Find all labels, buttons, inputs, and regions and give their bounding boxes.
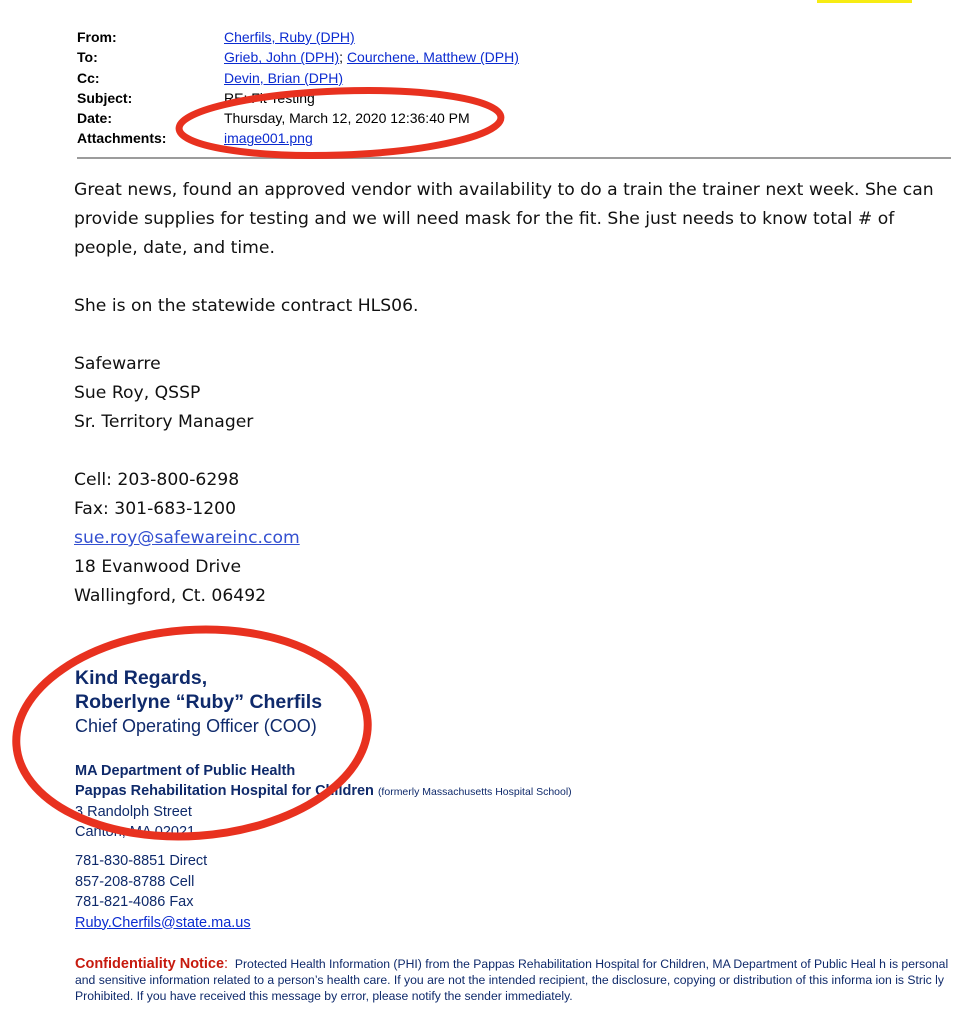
from-row [77,27,519,47]
vendor-email-link[interactable]: sue.roy@safewareinc.com [74,528,300,548]
notice-colon: : [224,956,229,972]
body-paragraph-2: She is on the statewide contract HLS06. [74,296,419,316]
organization-block [75,761,572,842]
cc-label: Cc: [77,69,100,86]
org-city: Canton, MA 02021 [75,824,196,840]
vendor-fax: Fax: 301-683-1200 [74,499,237,519]
to-separator: ; [339,49,347,66]
org-note: (formerly Massachusetts Hospital School) [377,786,572,798]
notice-text: Protected Health Information (PHI) from the Pappas Rehabilitation Hospital for Children, MA Department of Public Heal h is personal and sensitive information related to a person’s health care. If you are not the intended recipient, the disclosure, copying or distribution of this informa ion is Stric ly Prohibited. If you have received this message by error, please notify the sender immediately. [75,957,949,1004]
org-department: MA Department of Public Health [75,763,296,779]
contact-cell: 857-208-8788 Cell [75,873,195,890]
body-paragraph-1: Great news, found an approved vendor with availability to do a train the trainer next week. She can provide supplies for testing and we will need mask for the fit. She just needs to know total # of people, date, and time. [74,180,934,258]
contact-fax: 781-821-4086 Fax [75,894,194,910]
notice-title: Confidentiality Notice [75,956,225,972]
date-row [77,108,519,128]
org-hospital: Pappas Rehabilitation Hospital for Children [75,783,374,799]
vendor-name: Sue Roy, QSSP [74,383,201,403]
date-value: Thursday, March 12, 2020 12:36:40 PM [224,110,470,127]
vendor-city: Wallingford, Ct. 06492 [74,586,267,606]
attachment-link[interactable]: image001.png [224,130,313,147]
email-body [74,176,954,611]
header-divider [77,157,951,159]
signature-block [75,666,322,739]
org-street: 3 Randolph Street [75,804,192,820]
signature-name: Roberlyne “Ruby” Cherfils [75,691,323,713]
contact-block [75,851,251,933]
vendor-title: Sr. Territory Manager [74,412,254,432]
subject-value: RE: Fit Testing [224,89,315,106]
confidentiality-notice [75,956,955,1005]
cc-link[interactable]: Devin, Brian (DPH) [224,69,344,86]
to-link-2[interactable]: Courchene, Matthew (DPH) [346,49,519,66]
vendor-street: 18 Evanwood Drive [74,557,242,577]
attachments-row [77,128,519,148]
vendor-cell: Cell: 203-800-6298 [74,470,240,490]
to-label: To: [77,49,98,66]
contact-email-link[interactable]: Ruby.Cherfils@state.ma.us [75,914,251,931]
email-header [77,27,519,149]
vendor-company: Safewarre [74,354,161,374]
signature-role: Chief Operating Officer (COO) [75,716,317,736]
highlight-mark [817,0,912,3]
cc-row [77,68,519,88]
date-label: Date: [77,110,113,127]
to-link-1[interactable]: Grieb, John (DPH) [224,49,340,66]
from-link[interactable]: Cherfils, Ruby (DPH) [224,29,355,45]
contact-direct: 781-830-8851 Direct [75,853,208,869]
subject-label: Subject: [77,89,133,106]
from-label: From: [77,29,117,45]
attachments-label: Attachments: [77,130,167,147]
to-row [77,47,519,67]
subject-row [77,88,519,108]
signature-closing: Kind Regards, [75,667,208,689]
